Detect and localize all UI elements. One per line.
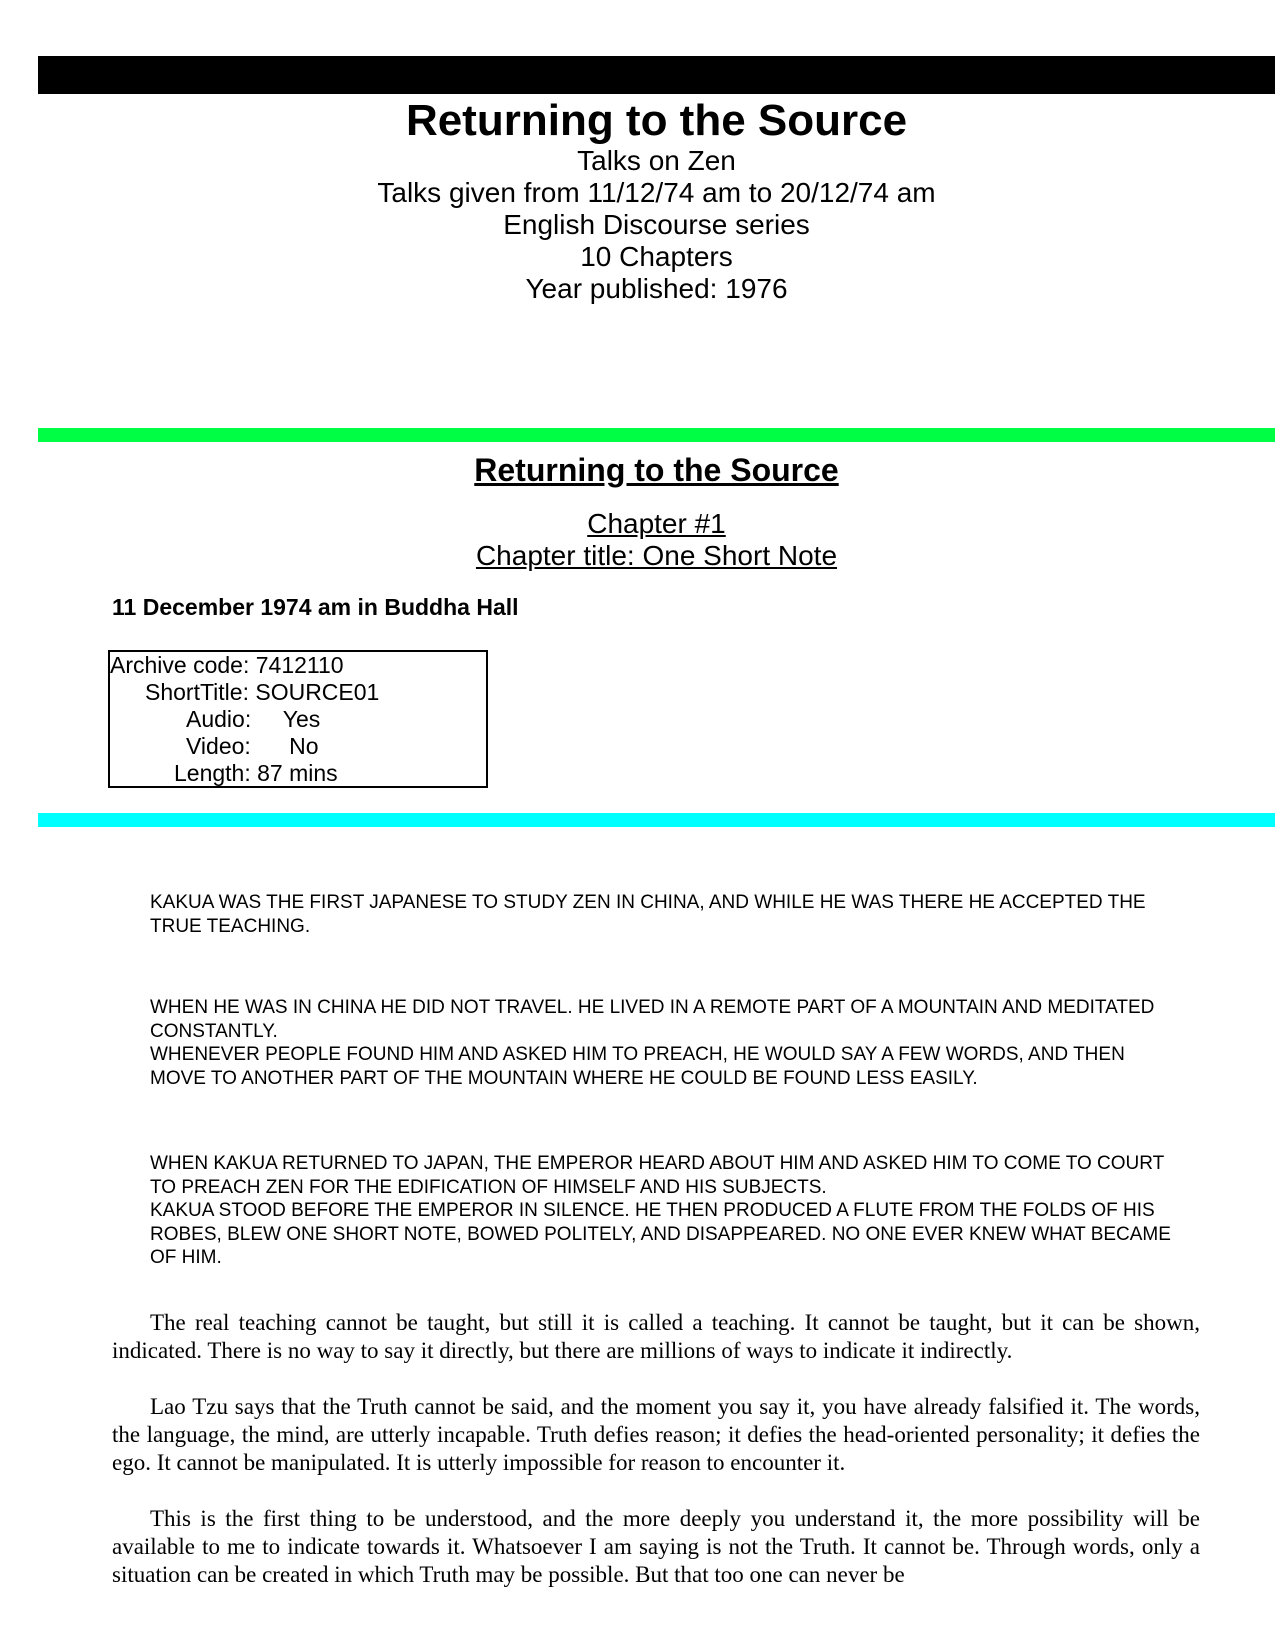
- sutra-line: WHEN KAKUA RETURNED TO JAPAN, THE EMPEROR HEARD ABOUT HIM AND ASKED HIM TO COME TO COURT TO PREACH ZEN FOR THE EDIFICATION OF HIMSELF AND HIS SUBJECTS.: [150, 1153, 1164, 1198]
- series-name: English Discourse series: [503, 209, 810, 240]
- body-paragraph: This is the first thing to be understood, and the more deeply you understand it, the more possibility will be available to me to indicate towards it. Whatsoever I am saying is not the Truth. It cannot be. Through words, only a situation can be created in which Truth may be possible. But that too one can never be: [112, 1506, 1200, 1587]
- body-paragraph: Lao Tzu says that the Truth cannot be said, and the moment you say it, you have already falsified it. The words, the language, the mind, are utterly incapable. Truth defies reason; it defies the head-oriented personality; it defies the ego. It cannot be manipulated. It is utterly impossible for reason to encounter it.: [112, 1394, 1200, 1475]
- sutra-line: KAKUA WAS THE FIRST JAPANESE TO STUDY ZEN IN CHINA, AND WHILE HE WAS THERE HE ACCEPTED THE TRUE TEACHING.: [150, 892, 1146, 937]
- chapter-book-title: Returning to the Source: [474, 452, 839, 488]
- chapter-heading: [38, 508, 1275, 572]
- sutra-line: WHENEVER PEOPLE FOUND HIM AND ASKED HIM TO PREACH, HE WOULD SAY A FEW WORDS, AND THEN MOVE TO ANOTHER PART OF THE MOUNTAIN WHERE HE COULD BE FOUND LESS EASILY.: [150, 1044, 1125, 1089]
- top-black-bar: [38, 56, 1275, 94]
- sutra-block: [150, 996, 1180, 1090]
- body-paragraph: The real teaching cannot be taught, but still it is called a teaching. It cannot be taught, but it can be shown, indicated. There is no way to say it directly, but there are millions of ways to indicate it indirectly.: [112, 1310, 1200, 1363]
- talks-date-range: Talks given from 11/12/74 am to 20/12/74 am: [377, 177, 936, 208]
- chapter-title: Chapter title: One Short Note: [475, 540, 838, 571]
- content-divider-cyan: [38, 813, 1275, 827]
- talk-length: Length: 87 mins: [174, 760, 338, 786]
- section-divider-green: [38, 428, 1275, 442]
- chapter-number: Chapter #1: [587, 508, 726, 539]
- video-availability: Video: No: [186, 733, 319, 759]
- sutra-block: [150, 891, 1180, 938]
- chapter-count: 10 Chapters: [580, 241, 733, 272]
- book-subtitle: Talks on Zen: [577, 145, 736, 176]
- sutra-line: KAKUA STOOD BEFORE THE EMPEROR IN SILENCE. HE THEN PRODUCED A FLUTE FROM THE FOLDS OF HIS ROBES, BLEW ONE SHORT NOTE, BOWED POLITELY, AND DISAPPEARED. NO ONE EVER KNEW WHAT BECAME OF HIM.: [150, 1200, 1171, 1268]
- archive-code: Archive code: 7412110: [110, 652, 344, 678]
- book-metadata: [38, 145, 1275, 305]
- year-published: Year published: 1976: [525, 273, 788, 304]
- book-title: Returning to the Source: [405, 96, 908, 145]
- audio-availability: Audio: Yes: [186, 706, 321, 732]
- talk-date-location: 11 December 1974 am in Buddha Hall: [112, 594, 519, 620]
- short-title: ShortTitle: SOURCE01: [145, 679, 380, 705]
- sutra-block: [150, 1152, 1180, 1270]
- archive-info-box: [108, 650, 488, 788]
- sutra-line: WHEN HE WAS IN CHINA HE DID NOT TRAVEL. HE LIVED IN A REMOTE PART OF A MOUNTAIN AND MEDITATED CONSTANTLY.: [150, 997, 1155, 1042]
